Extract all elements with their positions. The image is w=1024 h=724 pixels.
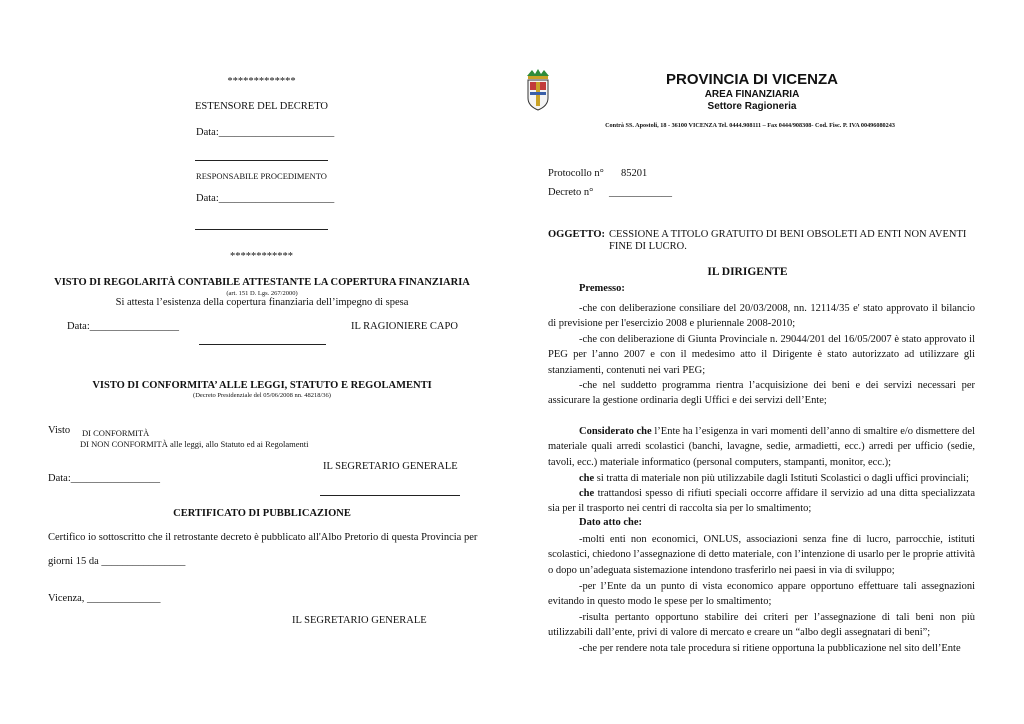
vicenza-date: Vicenza, ______________ — [48, 593, 161, 604]
considerato-text: l’Ente ha l’esigenza in vari momenti dell’anno di smaltire e/o dismettere del materiale quali arredi scolastici (banchi, lavagne, sedie, armadietti, ecc.) arredi per ufficio (sedie, tavoli, ecc.) materiale informatico (personal computers, stampanti, monitor, ecc.); — [548, 426, 975, 468]
paragraph-criteri: -risulta pertanto opportuno stabilire dei criteri per l’assegnazione di tali beni non più utilizzabili dall’ente, privi di valore di mercato e creare un “albo degli assegnatari di beni”; — [548, 612, 975, 639]
estensore-date: Data:______________________ — [196, 127, 335, 138]
conformita-title: VISTO DI CONFORMITA’ ALLE LEGGI, STATUTO E REGOLAMENTI — [92, 380, 432, 391]
segretario-label-2: IL SEGRETARIO GENERALE — [292, 615, 427, 626]
decreto-label: Decreto n° — [548, 187, 594, 198]
responsabile-date: Data:______________________ — [196, 193, 335, 204]
paragraph-programma: -che nel suddetto programma rientra l’acquisizione dei beni e dei servizi necessari per assicurare la gestione ordinaria degli Uffici e dei servizi dell’Ente; — [548, 380, 975, 407]
dato-atto-label: Dato atto che: — [579, 517, 642, 528]
address-line: Contrà SS. Apostoli, 18 - 36100 VICENZA Tel. 0444.908111 – Fax 0444/908308- Cod. Fisc. P. IVA 00496080243 — [605, 122, 895, 129]
area-label: AREA FINANZIARIA — [704, 89, 800, 100]
responsabile-signature-line — [195, 160, 328, 161]
che-materiale-text: si tratta di materiale non più utilizzabile dagli Istituti Scolastici o dagli uffici provinciali; — [594, 473, 969, 484]
ragioniere-label: IL RAGIONIERE CAPO — [351, 321, 458, 332]
conformita-ref: (Decreto Presidenziale del 05/06/2008 nn. 48218/36) — [193, 392, 331, 399]
visto-label: Visto — [48, 425, 71, 436]
visto-regolarita-ref: (art. 151 D. Lgs. 267/2000) — [226, 290, 298, 297]
considerato-bold: Considerato che — [579, 426, 652, 437]
paragraph-enti: -molti enti non economici, ONLUS, associazioni senza fine di lucro, parrocchie, istituti scolastici, chiedono l’assegnazione di detto materiale, con l’intenzione di usarlo per le proprie attività o dopo un’adeguata sistemazione intendono trasferirlo nei paesi in via di sviluppo; — [548, 534, 975, 576]
che-rifiuti-text: trattandosi spesso di rifiuti speciali occorre affidare il servizio ad una ditta specializzata sia per il trasporto nei centri di raccolta sia per lo smaltimento; — [548, 488, 975, 515]
attesta-text: Si attesta l’esistenza della copertura finanziaria dell’impegno di spesa — [115, 297, 409, 308]
stars-top: ************* — [227, 76, 296, 87]
oggetto-text: CESSIONE A TITOLO GRATUITO DI BENI OBSOLETI AD ENTI NON AVENTI FINE DI LUCRO. — [609, 229, 967, 252]
paragraph-che-materiale — [548, 471, 975, 486]
ragioniere-signature-line — [199, 344, 326, 345]
giorni-text: giorni 15 da ________________ — [48, 556, 186, 567]
segretario-date: Data:_________________ — [48, 473, 160, 484]
certifico-text: Certifico io sottoscritto che il retrostante decreto è pubblicato all'Albo Pretorio di questa Provincia per — [48, 532, 478, 543]
paragraph-peg: -che con deliberazione di Giunta Provinciale n. 29044/201 del 16/05/2007 è stato approvato il PEG per l’anno 2007 e con il medesimo atto il Dirigente è stato autorizzato ad utilizzare gli stanziamenti, contenuti nei vari PEG; — [548, 334, 975, 376]
paragraph-pubblicazione: -che per rendere nota tale procedura si ritiene opportuna la pubblicazione nel sito dell’Ente — [579, 643, 961, 654]
visto-regolarita-title: VISTO DI REGOLARITÀ CONTABILE ATTESTANTE LA COPERTURA FINANZIARIA — [54, 277, 470, 288]
settore-label: Settore Ragioneria — [707, 101, 797, 112]
oggetto-label: OGGETTO: — [548, 229, 605, 240]
ragioniere-date: Data:_________________ — [67, 321, 179, 332]
stars-mid: ************ — [230, 251, 293, 262]
decreto-value: ____________ — [609, 187, 672, 198]
provincia-coat-of-arms-icon — [523, 66, 553, 112]
separator-line — [195, 229, 328, 230]
estensore-label: ESTENSORE DEL DECRETO — [195, 101, 328, 112]
di-conformita-option: DI CONFORMITÀ — [82, 428, 150, 438]
certificato-title: CERTIFICATO DI PUBBLICAZIONE — [173, 508, 351, 519]
responsabile-label: RESPONSABILE PROCEDIMENTO — [196, 171, 327, 181]
che-bold-1: che — [579, 473, 595, 484]
segretario-signature-line — [320, 495, 460, 496]
paragraph-considerato — [548, 424, 975, 470]
premesso-label: Premesso: — [579, 283, 625, 294]
di-non-conformita-option: DI NON CONFORMITÀ alle leggi, allo Statuto ed ai Regolamenti — [80, 439, 309, 449]
paragraph-bilancio: -che con deliberazione consiliare del 20/03/2008, nn. 12114/35 e' stato approvato il bilancio di previsione per l'esercizio 2008 e pluriennale 2008-2010; — [548, 303, 975, 330]
paragraph-economico: -per l’Ente da un punto di vista economico appare opportuno effettuare tali assegnazioni evitando in questo modo le spese per lo smaltimento; — [548, 581, 975, 608]
che-bold-2: che — [579, 488, 595, 499]
provincia-title: PROVINCIA DI VICENZA — [666, 71, 838, 88]
segretario-label-1: IL SEGRETARIO GENERALE — [323, 461, 458, 472]
protocollo-value: 85201 — [621, 168, 648, 179]
il-dirigente-heading: IL DIRIGENTE — [707, 266, 788, 278]
protocollo-label: Protocollo n° — [548, 168, 604, 179]
paragraph-che-rifiuti — [548, 486, 975, 517]
